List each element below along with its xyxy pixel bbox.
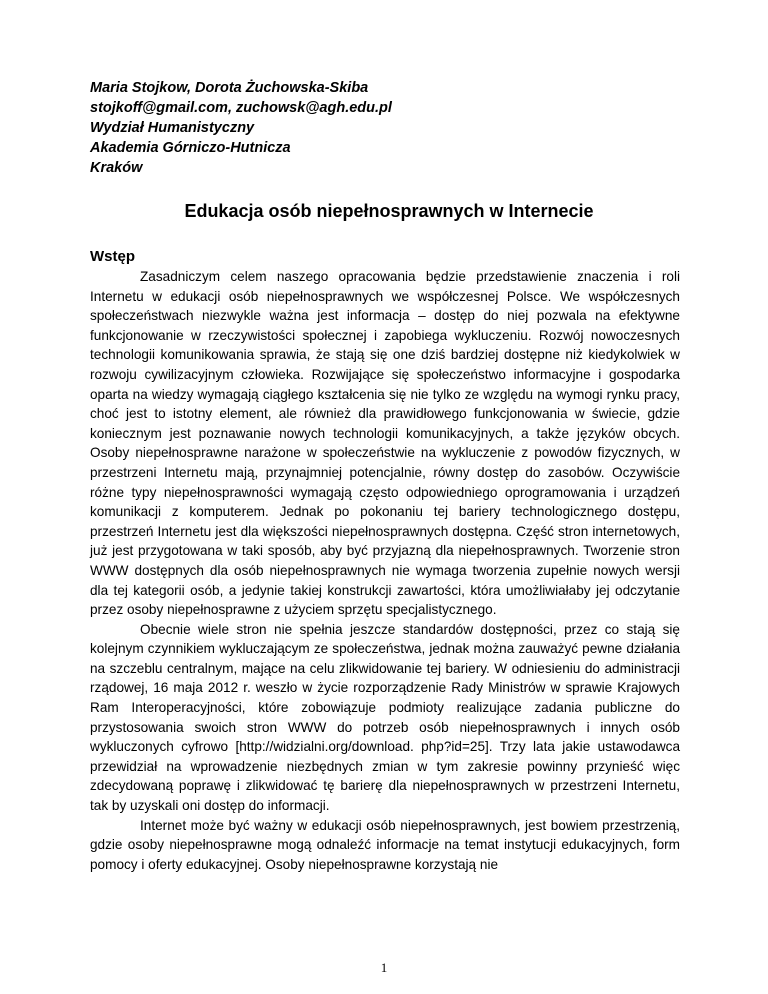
document-page (90, 78, 680, 874)
author-block (90, 78, 680, 178)
page-number: 1 (380, 960, 388, 975)
author-emails: stojkoff@gmail.com, zuchowsk@agh.edu.pl (90, 100, 392, 116)
paragraph: Internet może być ważny w edukacji osób niepełnosprawnych, jest bowiem przestrzenią, gdzie osoby niepełnosprawne mogą odnaleźć informacje na temat instytucji edukacyjnych, form pomocy i oferty edukacyjnej. Osoby niepełnosprawne korzystają nie (90, 817, 680, 872)
paragraph: Obecnie wiele stron nie spełnia jeszcze standardów dostępności, przez co stają się kolejnym czynnikiem wykluczającym ze społeczeństwa, jednak można zauważyć pewne działania na szczeblu centralnym, mające na celu zlikwidowanie tej bariery. W odniesieniu do administracji rządowej, 16 maja 2012 r. weszło w życie rozporządzenie Rady Ministrów w sprawie Krajowych Ram Interoperacyjności, które zobowiązuje podmioty realizujące zadania publiczne do przystosowania swoich stron WWW do potrzeb osób niepełnosprawnych i innych osób wykluczonych cyfrowo [http://widzialni.org/download. php?id=25]. Trzy lata jakie ustawodawca przewidział na wprowadzenie niezbędnych zmian w tym zakresie powinny przynieść więc zdecydowaną poprawę i zlikwidować tę barierę dla niepełnosprawnych w przestrzeni Internetu, tak by uzyskali oni dostęp do informacji. (90, 621, 680, 814)
paper-title: Edukacja osób niepełnosprawnych w Internecie (184, 201, 594, 221)
author-names: Maria Stojkow, Dorota Żuchowska-Skiba (90, 80, 369, 96)
department: Wydział Humanistyczny (90, 120, 255, 136)
university: Akademia Górniczo-Hutnicza (90, 140, 291, 156)
section-heading: Wstęp (90, 248, 135, 265)
section-body (90, 267, 680, 874)
city: Kraków (90, 160, 143, 176)
paragraph: Zasadniczym celem naszego opracowania będzie przedstawienie znaczenia i roli Internetu w edukacji osób niepełnosprawnych we współczesnej Polsce. We współczesnych społeczeństwach niezwykle ważna jest informacja – dostęp do niej pozwala na efektywne funkcjonowanie w rzeczywistości społecznej i zapobiega wykluczeniu. Rozwój nowoczesnych technologii komunikowania sprawia, że stają się one dziś bardziej dostępne niż kiedykolwiek w rozwoju cywilizacyjnym człowieka. Rozwijające się społeczeństwo informacyjne i gospodarka oparta na wiedzy wymagają ciągłego kształcenia się nie tylko ze względu na wymogi rynku pracy, choć jest to istotny element, ale również dla prawidłowego funkcjonowania w świecie, gdzie koniecznym jest poznawanie nowych technologii komunikacyjnych, a także języków obcych. Osoby niepełnosprawne narażone w społeczeństwie na wykluczenie z powodów fizycznych, w przestrzeni Internetu mają, przynajmniej potencjalnie, równy dostęp do zasobów. Oczywiście różne typy niepełnosprawności wymagają często odpowiedniego oprogramowania i urządzeń komunikacji z komputerem. Jednak po pokonaniu tej bariery technologicznego dostępu, przestrzeń Internetu jest dla większości niepełnosprawnych dostępna. Część stron internetowych, już jest przygotowana w taki sposób, aby być przyjazną dla niepełnosprawnych. Tworzenie stron WWW dostępnych dla osób niepełnosprawnych nie wymaga tworzenia zupełnie nowych wersji dla tej kategorii osób, a jedynie takiej konstrukcji zawartości, która umożliwiałaby jej odczytanie przez osoby niepełnosprawne z użyciem sprzętu specjalistycznego. (90, 269, 680, 618)
